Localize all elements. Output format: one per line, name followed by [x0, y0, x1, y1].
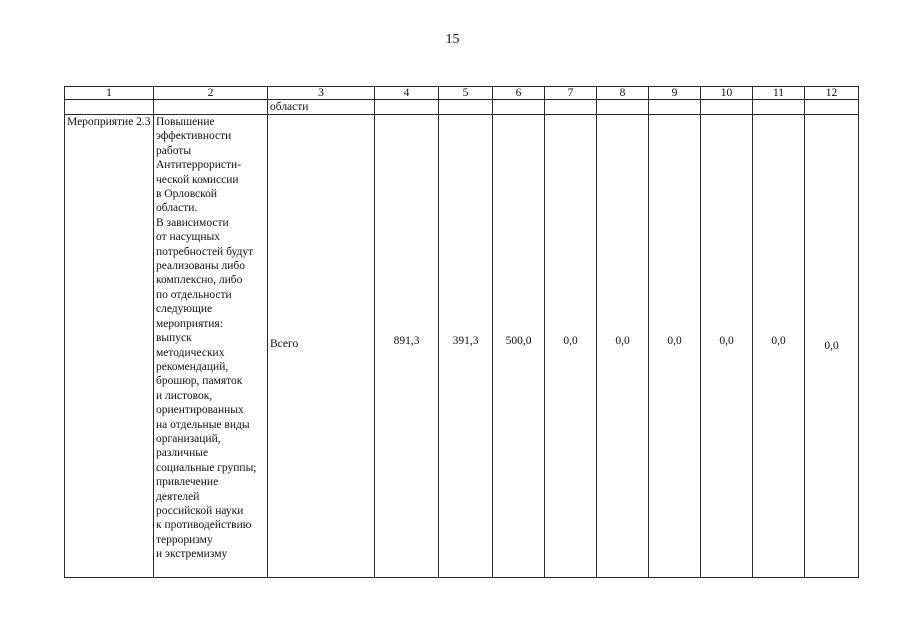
description-line: реализованы либо	[156, 260, 245, 273]
description-line: по отдельности	[156, 288, 232, 301]
column-number: 10	[701, 87, 753, 100]
column-number: 11	[753, 87, 805, 100]
description-line: социальные группы;	[156, 461, 257, 474]
description-cell	[154, 115, 268, 578]
value-cell: 0,0	[753, 115, 805, 578]
value-cell: 500,0	[493, 115, 545, 578]
description-line: эффективности	[156, 130, 232, 143]
table-row	[65, 115, 859, 578]
table-cell	[545, 100, 597, 115]
description-line: терроризму	[156, 533, 213, 546]
description-line: к противодействию	[156, 519, 252, 532]
description-line: комплексно, либо	[156, 274, 243, 287]
description-line: ориентированных	[156, 404, 244, 417]
measure-cell: Мероприятие 2.3	[65, 115, 154, 578]
description-line: В зависимости	[156, 216, 229, 229]
table-cell	[493, 100, 545, 115]
column-number: 7	[545, 87, 597, 100]
table-cell	[701, 100, 753, 115]
column-number: 8	[597, 87, 649, 100]
description-line: в Орловской	[156, 188, 218, 201]
column-number: 9	[649, 87, 701, 100]
table-cell	[597, 100, 649, 115]
source-tail-cell: области	[268, 100, 375, 115]
description-line: российской науки	[156, 504, 244, 517]
value-cell: 0,0	[545, 115, 597, 578]
description-line: Повышение	[156, 116, 215, 128]
description-line: на отдельные виды	[156, 418, 250, 431]
description-line: организаций,	[156, 432, 221, 445]
table-cell	[154, 100, 268, 115]
value-cell: 0,0	[649, 115, 701, 578]
description-line: методических	[156, 346, 225, 359]
column-number-row	[65, 87, 859, 100]
description-line: и экстремизму	[156, 548, 228, 561]
value-cell: 391,3	[439, 115, 493, 578]
table-cell	[375, 100, 439, 115]
description-line: ческой комиссии	[156, 173, 239, 186]
table-cell	[649, 100, 701, 115]
financing-table	[64, 86, 859, 578]
table-cell	[805, 100, 859, 115]
column-number: 12	[805, 87, 859, 100]
description-line: привлечение	[156, 476, 219, 489]
value-cell: 0,0	[597, 115, 649, 578]
value-cell: 0,0	[805, 115, 859, 578]
funding-source-cell: Всего	[268, 115, 375, 578]
description-line: и листовок,	[156, 389, 213, 402]
description-line: от насущных	[156, 231, 220, 244]
description-line: брошюр, памяток	[156, 375, 243, 388]
table-cell	[753, 100, 805, 115]
column-number: 6	[493, 87, 545, 100]
description-line: следующие	[156, 303, 213, 316]
description-line: выпуск	[156, 332, 192, 345]
table-cell	[65, 100, 154, 115]
column-number: 2	[154, 87, 268, 100]
description-line: деятелей	[156, 490, 200, 503]
column-number: 3	[268, 87, 375, 100]
value-cell: 0,0	[701, 115, 753, 578]
column-number: 5	[439, 87, 493, 100]
column-number: 4	[375, 87, 439, 100]
continuation-row	[65, 100, 859, 115]
description-line: потребностей будут	[156, 245, 254, 258]
description-line: Антитеррористи-	[156, 159, 242, 172]
description-line: области.	[156, 202, 198, 215]
column-number: 1	[65, 87, 154, 100]
value-cell: 891,3	[375, 115, 439, 578]
table-cell	[439, 100, 493, 115]
description-line: работы	[156, 144, 192, 157]
page-number: 15	[445, 32, 460, 47]
description-line: мероприятия:	[156, 317, 223, 330]
description-line: рекомендаций,	[156, 360, 229, 373]
description-line: различные	[156, 447, 209, 460]
